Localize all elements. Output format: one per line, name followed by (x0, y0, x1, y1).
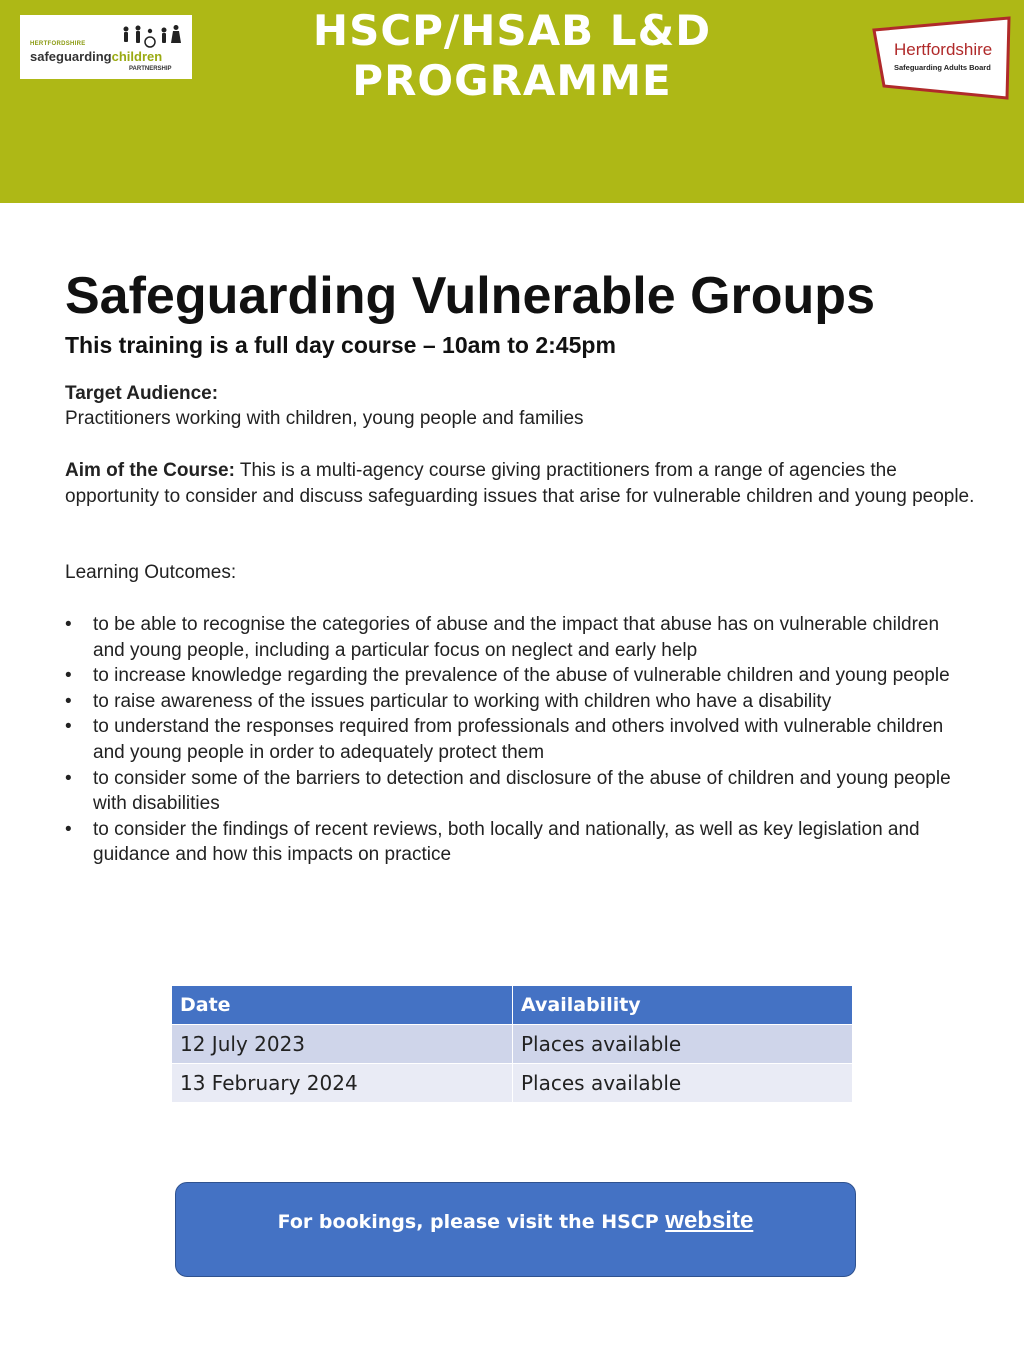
header-banner (0, 0, 1024, 203)
availability-cell: Places available (513, 1025, 853, 1064)
table-row (172, 1064, 853, 1103)
list-item: • to understand the responses required from professionals and others involved with vulnerable children and young people in order to adequately protect them (65, 714, 975, 765)
safeguarding-children-partnership-logo (20, 15, 192, 79)
booking-prompt: For bookings, please visit the HSCP (277, 1211, 666, 1233)
dates-table (171, 985, 853, 1103)
course-title: Safeguarding Vulnerable Groups (65, 267, 875, 325)
column-header-availability: Availability (513, 986, 853, 1025)
aim-text: This is a multi-agency course giving practitioners from a range of agencies the opportunity to consider and discuss safeguarding issues that arise for vulnerable children and young people. (65, 460, 975, 507)
list-item: • to raise awareness of the issues particular to working with children who have a disability (65, 689, 975, 715)
logo-left-line2a: safeguarding (30, 49, 112, 64)
target-audience-label: Target Audience: (65, 383, 219, 404)
date-cell: 13 February 2024 (172, 1064, 513, 1103)
logo-right-line2: Safeguarding Adults Board (894, 63, 991, 72)
booking-callout (175, 1182, 856, 1277)
logo-left-line2 (30, 49, 162, 64)
hertfordshire-safeguarding-adults-board-logo (870, 16, 1014, 100)
column-header-date: Date (172, 986, 513, 1025)
list-item: • to increase knowledge regarding the prevalence of the abuse of vulnerable children and young people (65, 663, 975, 689)
website-link[interactable]: website (665, 1207, 754, 1234)
logo-right-line1: Hertfordshire (894, 40, 993, 59)
learning-outcomes-list (65, 612, 975, 868)
booking-text (176, 1207, 855, 1235)
programme-title-line1: HSCP/HSAB L&D (312, 6, 712, 55)
list-item: • to be able to recognise the categories of abuse and the impact that abuse has on vulnerable children and young people, including a particular focus on neglect and early help (65, 612, 975, 663)
table-header-row (172, 986, 853, 1025)
course-aim (65, 458, 975, 510)
programme-title (200, 6, 824, 106)
aim-label: Aim of the Course: (65, 460, 235, 481)
availability-cell: Places available (513, 1064, 853, 1103)
course-subtitle: This training is a full day course – 10am to 2:45pm (65, 332, 616, 358)
list-item: • to consider the findings of recent reviews, both locally and nationally, as well as key legislation and guidance and how this impacts on practice (65, 817, 975, 868)
date-cell: 12 July 2023 (172, 1025, 513, 1064)
logo-left-line2b: children (111, 49, 163, 64)
people-figures-icon (120, 25, 190, 49)
logo-left-line1: HERTFORDSHIRE (30, 41, 86, 47)
target-audience-text: Practitioners working with children, young people and families (65, 408, 584, 429)
table-row (172, 1025, 853, 1064)
programme-title-line2: PROGRAMME (352, 56, 672, 105)
logo-left-line3: PARTNERSHIP (129, 66, 172, 72)
learning-outcomes-label: Learning Outcomes: (65, 562, 237, 583)
list-item: • to consider some of the barriers to detection and disclosure of the abuse of children and young people with disabilities (65, 766, 975, 817)
